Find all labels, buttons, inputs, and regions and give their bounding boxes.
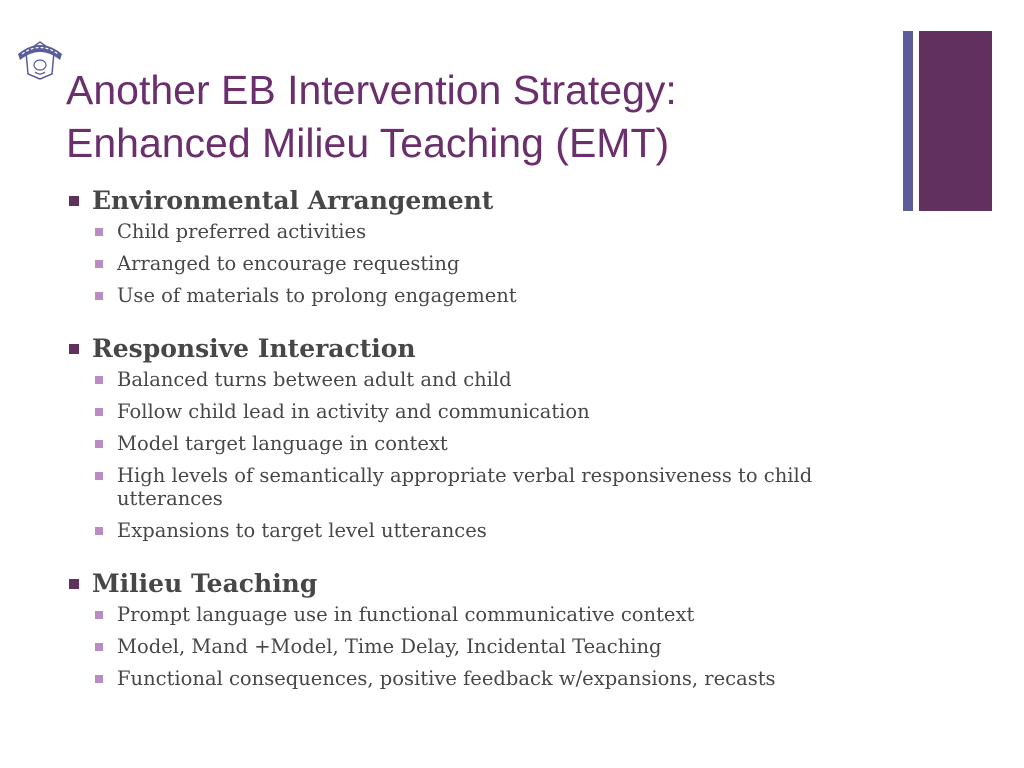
section-heading bbox=[68, 182, 868, 220]
list-item bbox=[68, 464, 868, 510]
list-item-text: Prompt language use in functional communicative context bbox=[117, 603, 695, 626]
list-item bbox=[68, 368, 868, 391]
bullet-list bbox=[68, 220, 868, 307]
section-environmental-arrangement bbox=[68, 182, 868, 307]
list-item bbox=[68, 603, 868, 626]
bullet-list bbox=[68, 603, 868, 690]
slide-content bbox=[68, 182, 868, 713]
list-item-text: Expansions to target level utterances bbox=[117, 519, 487, 542]
bullet-list bbox=[68, 368, 868, 542]
sub-bullet-icon bbox=[95, 228, 103, 236]
section-responsive-interaction bbox=[68, 330, 868, 542]
sub-bullet-icon bbox=[95, 376, 103, 384]
list-item bbox=[68, 252, 868, 275]
main-bullet-icon bbox=[69, 344, 79, 354]
title-line-1: Another EB Intervention Strategy: bbox=[66, 67, 677, 113]
sub-bullet-icon bbox=[95, 527, 103, 535]
tactics-logo-icon bbox=[16, 38, 64, 80]
list-item-text: Follow child lead in activity and communication bbox=[117, 400, 590, 423]
sub-bullet-icon bbox=[95, 472, 103, 480]
sub-bullet-icon bbox=[95, 675, 103, 683]
sub-bullet-icon bbox=[95, 611, 103, 619]
main-bullet-icon bbox=[69, 196, 79, 206]
list-item bbox=[68, 635, 868, 658]
list-item bbox=[68, 220, 868, 243]
list-item bbox=[68, 519, 868, 542]
section-heading-text: Milieu Teaching bbox=[92, 569, 318, 598]
sub-bullet-icon bbox=[95, 643, 103, 651]
section-heading-text: Environmental Arrangement bbox=[92, 186, 494, 215]
list-item-text: Balanced turns between adult and child bbox=[117, 368, 512, 391]
main-bullet-icon bbox=[69, 579, 79, 589]
section-heading bbox=[68, 330, 868, 368]
slide-title bbox=[66, 64, 677, 170]
list-item-text: Child preferred activities bbox=[117, 220, 367, 243]
list-item-text: Arranged to encourage requesting bbox=[117, 252, 460, 275]
list-item-text: Use of materials to prolong engagement bbox=[117, 284, 517, 307]
list-item-text: Model, Mand +Model, Time Delay, Incidental Teaching bbox=[117, 635, 662, 658]
list-item bbox=[68, 400, 868, 423]
sub-bullet-icon bbox=[95, 292, 103, 300]
title-line-2: Enhanced Milieu Teaching (EMT) bbox=[66, 120, 670, 166]
sub-bullet-icon bbox=[95, 408, 103, 416]
list-item-text: Functional consequences, positive feedback w/expansions, recasts bbox=[117, 667, 776, 690]
sub-bullet-icon bbox=[95, 440, 103, 448]
list-item-text: Model target language in context bbox=[117, 432, 448, 455]
accent-bar-thin bbox=[903, 31, 913, 211]
sub-bullet-icon bbox=[95, 260, 103, 268]
accent-bar-wide bbox=[919, 31, 992, 211]
section-heading bbox=[68, 565, 868, 603]
list-item bbox=[68, 284, 868, 307]
list-item-text: High levels of semantically appropriate verbal responsiveness to child utterances bbox=[117, 464, 813, 510]
list-item bbox=[68, 432, 868, 455]
section-milieu-teaching bbox=[68, 565, 868, 690]
section-heading-text: Responsive Interaction bbox=[92, 334, 416, 363]
list-item bbox=[68, 667, 868, 690]
